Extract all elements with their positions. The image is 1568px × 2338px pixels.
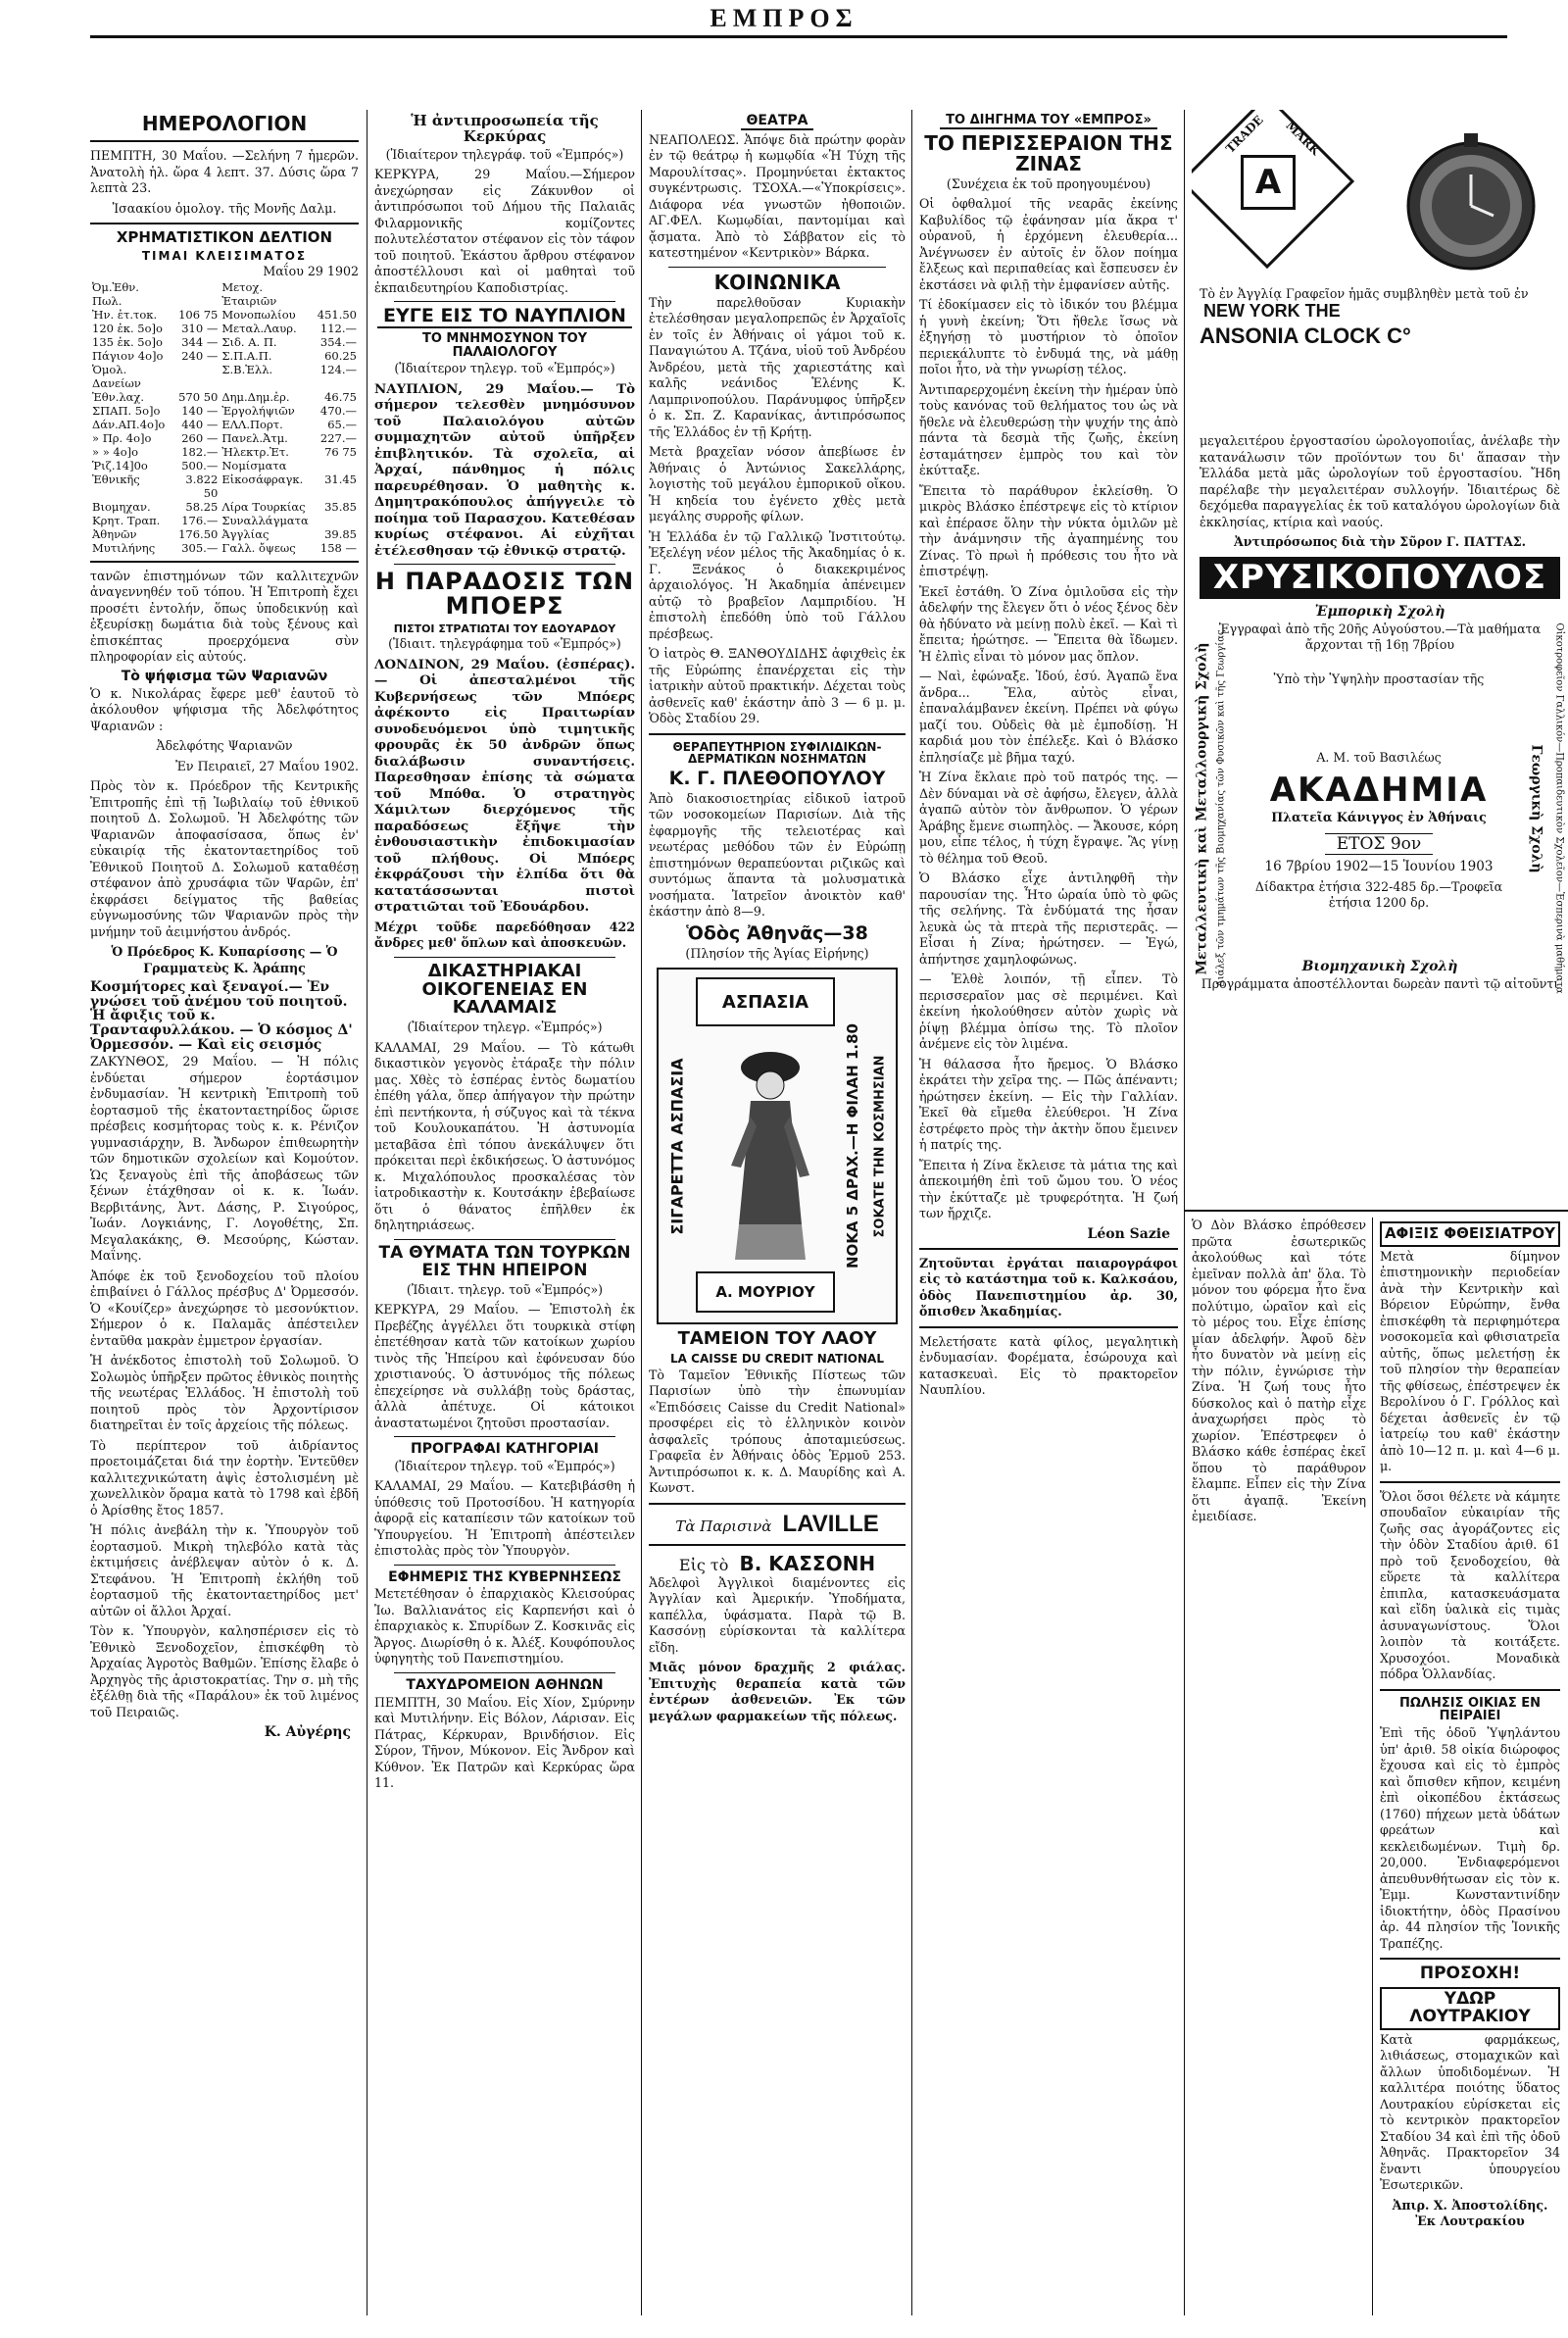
table-row — [90, 390, 359, 404]
column-5-lower-left — [1192, 1218, 1366, 2327]
bank-subheading: LA CAISSE DU CREDIT NATIONAL — [670, 1352, 884, 1367]
table-cell: 570 50 — [178, 389, 219, 404]
classified-advertisement: Ζητοῦνται ἐργάται παιαρογράφοι εἰς τὸ κατάστημα τοῦ κ. Καλκσάου, ὁδὸς Πανεπιστημίου ἀρ. 30, ὄπισθεν Ἀκαδημίας. — [919, 1255, 1178, 1319]
serial-author: Léon Sazie — [1087, 1225, 1170, 1242]
table-row — [90, 459, 359, 473]
table-cell: Ἐργολήψιῶν — [221, 403, 295, 418]
clinic-text: Ἀπὸ διακοσιοετηρίας εἰδικοῦ ἰατροῦ τῶν νοσοκομείων Παρισίων. Διὰ τῆς ἐφαρμογῆς τῆς τελειοτέρας καὶ νεωτέρας μεθόδου τῶν ἐν Εὐρώπῃ ἐπιστημόνων θεραπεύονται ριζικῶς καὶ συντόμως ἅπαντα τὰ μολυσματικὰ νοσήματα. Ἰατρεῖον ἀνοικτὸν καθ' ἑκάστην ἀπὸ 8—9. — [649, 790, 906, 920]
table-cell: Κρητ. Τραπ. — [92, 513, 161, 527]
academy-vertical-text: Οἰκοτροφεῖον Γαλλικόν—Προπαιδευτικὸν Σχολεῖον—Ἑσπερινὰ μαθήματα — [1553, 622, 1565, 995]
market-date: Μαΐου 29 1902 — [263, 264, 359, 279]
laville-brand: LAVILLE — [782, 1510, 879, 1537]
commercial-school-heading: Ἐμπορικὴ Σχολὴ — [1314, 604, 1446, 621]
academy-fees: Δίδακτρα ἐτήσια 322-485 δρ.—Τροφεῖα ἐτήσια 1200 δρ. — [1254, 878, 1503, 911]
table-cell: 158 — — [319, 540, 357, 555]
article-text: Ἀπόφε ἐκ τοῦ ξενοδοχείου τοῦ πλοίου ἐπιβαίνει ὁ Γάλλος πρέσβυς Δ' Ὀρμεσσόν. Ὁ «Κουίζερ» ἀνεχώρησε τὸ μεσονύκτιον. Σήμερον ὁ κ. Παλαμᾶς ἀπέστειλεν ἐνταῦθα μακρὰν ἐμμετρον ἐργασίαν. — [90, 1268, 359, 1348]
divider — [1184, 1210, 1568, 1212]
bank-heading: ΤΑΜΕΙΟΝ ΤΟΥ ΛΑΟΥ — [677, 1328, 877, 1350]
author-signature: Κ. Αὐγέρης — [264, 1724, 351, 1741]
divider — [1380, 1481, 1560, 1483]
table-cell: 58.25 — [185, 499, 219, 514]
table-cell: Λίρα Τουρκίας — [221, 499, 306, 514]
article-heading: ΔΙΚΑΣΤΗΡΙΑΚΑΙ ΟΙΚΟΓΕΝΕΙΑΣ ΕΝ ΚΑΛΑΜΑΙΣ — [421, 960, 588, 1019]
serial-text: Ἔπειτα ἡ Ζίνα ἔκλεισε τὰ μάτια της καὶ ἀπεκοιμήθη ἐπὶ τοῦ ὤμου του. Ὁ νέος τὴν ἐκύτταζε μὲ τρυφερότητα. Ἡ ζωή των ἤρχιζε. — [919, 1157, 1178, 1221]
divider — [649, 733, 906, 735]
divider — [668, 267, 886, 268]
table-cell: 112.— — [319, 321, 357, 335]
table-cell — [316, 514, 359, 527]
loutraki-water-text: Κατὰ φαρμάκεως, λιθιάσεως, στομαχικῶν καὶ ἄλλων ὑποδιδομένων. Ἡ καλλιτέρα ποιότης ὕδατος Λουτρακίου εὑρίσκεται εἰς τὸ κεντρικὸν πρακτορεῖον Σταδίου 34 καὶ ἐπὶ τῆς ὁδοῦ Ἀθηνᾶς. Πρακτορεῖον 34 ἔναντι ὑπουργείου Ἐσωτερικῶν. — [1380, 2031, 1560, 2193]
table-cell: 500.— — [181, 458, 219, 473]
article-heading: Η ΠΑΡΑΔΟΣΙΣ ΤΩΝ ΜΠΟΕΡΣ — [374, 568, 635, 621]
article-text: ΚΑΛΑΜΑΙ, 29 Μαΐου. — Κατεβιβάσθη ἡ ὑπόθεσις τοῦ Προτοσίδου. Ἡ κατηγορία ἀφορᾷ εἰς καταπίεσιν τῶν κατοίκων τοῦ Ὑπουργείου. Ἡ Ἐπιτροπὴ ἀπέστειλεν ἐπιστολὰς πρὸς τὸν Ὑπουργὸν. — [374, 1478, 635, 1559]
table-cell: 440 — — [181, 417, 219, 431]
house-sale-text: Ἐπὶ τῆς ὁδοῦ Ὑψηλάντου ὑπ' ἀριθ. 58 οἰκία διώροφος ἔχουσα καὶ εἰς τὸ ἐμπρὸς καὶ ὄπισθεν κῆπον, κειμένη ἐπὶ οἰκοπέδου ἐκτάσεως (1760) πήχεων μετὰ ὑδάτων φρεάτων καὶ κεκλειδωμένων. Τιμὴ δρ. 20,000. Ἐνδιαφερόμενοι ἀπευθυνθήτωσαν εἰς τὸν κ. Ἐμμ. Κωνσταντινίδην ἰδιοκτήτην, ὁδὸς Πρασίνου ἀρ. 44 πλησίον τῆς Ἰονικῆς Τραπέζης. — [1380, 1725, 1560, 1951]
academy-side-left-2 — [1213, 629, 1229, 987]
academy-square: Πλατεῖα Κάνιγγος ἐν Ἀθήναις — [1271, 809, 1487, 824]
article-heading: ΕΦΗΜΕΡΙΣ ΤΗΣ ΚΥΒΕΡΝΗΣΕΩΣ — [388, 1568, 621, 1585]
table-cell: Μεταλ.Λαυρ. — [221, 321, 297, 335]
table-header-cell — [172, 280, 220, 308]
table-cell: Συναλλάγματα — [221, 513, 309, 527]
column-rule — [1372, 1218, 1373, 2315]
ansonia-agent: Ἀντιπρόσωπος διὰ τὴν Σῦρον Γ. ΠΑΤΤΑΣ. — [1233, 534, 1527, 549]
divider — [919, 1248, 1178, 1250]
market-table — [90, 280, 359, 555]
market-heading: ΧΡΗΜΑΤΙΣΤΙΚΟΝ ΔΕΛΤΙΟΝ — [116, 228, 333, 246]
table-row — [90, 335, 359, 349]
industrial-school-text: Προγράμματα ἀποστέλλονται δωρεὰν παντὶ τῷ αἰτοῦντι — [1200, 975, 1559, 991]
article-text: Ἡ ἀνέκδοτος ἐπιστολὴ τοῦ Σολωμοῦ. Ὁ Σολωμὸς ὑπῆρξεν πρῶτος ἐθνικὸς ποιητὴς τῆς νεωτέρας Ἑλλάδος. Ἡ ἐπιστολὴ τοῦ ποιητοῦ πρὸς τὸν Ἀρχοντίρισον διατηρεῖται ἐν τοῖς ἀρχείοις τῆς πόλεως. — [90, 1353, 359, 1433]
table-cell: Πάγιον 4ο]ο — [92, 348, 164, 363]
table-cell: Σιδ. Α. Π. — [221, 334, 277, 349]
kassoni-advertisement — [649, 1552, 906, 1575]
table-cell: Ἐθν.λαχ. — [92, 389, 145, 404]
serial-heading — [919, 114, 1178, 129]
table-cell: 182.— — [181, 444, 219, 459]
article-heading: ΤΑ ΘΥΜΑΤΑ ΤΩΝ ΤΟΥΡΚΩΝ ΕΙΣ ΤΗΝ ΗΠΕΙΡΟΝ — [378, 1242, 631, 1280]
serial-text: Ἡ Ζίνα ἔκλαιε πρὸ τοῦ πατρός της. — Δὲν δύναμαι νὰ σὲ ἀφήσω, ἔλεγεν, ἀλλὰ ἀγαπῶ αὐτὸν τὸν ἄνθρωπον. Ὁ γέρων Ἀράβης ἔμενε σιωπηλὸς. — Ἄκουσε, κόρη μου, εἶπε τέλος, ἡ τύχη ἔγραψε. Ἂς γίνῃ τὸ θέλημα τοῦ Θεοῦ. — [919, 770, 1178, 866]
academy-king: Α. Μ. τοῦ Βασιλέως — [1316, 750, 1442, 766]
article-text: ΖΑΚΥΝΘΟΣ, 29 Μαΐου. — Ἡ πόλις ἐνδύεται σήμερον ἑορτάσιμον ἐνδυμασίαν. Ἡ κεντρικὴ Ἐπιτροπὴ τοῦ ἑορτασμοῦ τῆς ἑκατονταετηρίδος ὥρισε πρέσβεις κοσμήτορας τοὺς κ. κ. Ρένιζον γυμνασιάρχην, Β. Ἄνδωρον ἐπιθεωρητὴν τῶν δημοτικῶν σχολείων καὶ Κομούτον. Ὡς ξεναγοὺς ἐπὶ τῆς ἀποβάσεως τῶν ξένων ἐτάχθησαν οἱ κ. κ. Ἰωάν. Βερβιτάνης, Ἀντ. Δάσης, Ρ. Σιγούρος, Ἰωάν. Λογκιάνης, Γ. Λογοθέτης, Σπ. Μεγαλακάκης, Θ. Μεσούρης, Κώσταν. Μαΐνης. — [90, 1054, 359, 1264]
laville-advertisement — [649, 1511, 906, 1538]
table-cell: 39.85 — [324, 526, 357, 541]
serial-text: Ἐκεῖ ἐστάθη. Ὁ Ζίνα ὁμιλοῦσα εἰς τὴν ἀδελφήν της ἔλεγεν ὅτι ὁ νέος ξένος δὲν θὰ ἠδύνατο νὰ μείνῃ πολὺ ἐκεῖ. — Καὶ τὶ ἔπειτα; ἠρώτησε. — Ἔπειτα θὰ ἴδωμεν. Ἡ ἐλπὶς εἶναι τὸ μόνον μας ὅπλον. — [919, 583, 1178, 664]
clinic-heading: ΘΕΡΑΠΕΥΤΗΡΙΟΝ ΣΥΦΙΛΙΔΙΚΩΝ-ΔΕΡΜΑΤΙΚΩΝ ΝΟΣΗΜΑΤΩΝ — [672, 739, 882, 767]
house-sale-heading: ΠΩΛΗΣΙΣ ΟΙΚΙΑΣ ΕΝ ΠΕΙΡΑΙΕΙ — [1398, 1695, 1542, 1724]
academy-side-right — [1527, 662, 1546, 956]
article-subheading: ΠΙΣΤΟΙ ΣΤΡΑΤΙΩΤΑΙ ΤΟΥ ΕΔΟΥΑΡΔΟΥ — [393, 622, 616, 635]
divider — [394, 301, 615, 302]
column-rule — [911, 110, 912, 2315]
table-row — [90, 473, 359, 500]
serial-text: Οἱ ὀφθαλμοί τῆς νεαρᾶς ἐκείνης Καβυλίδος τῷ ἐφάνησαν μία ἄκρα τ' οὐρανοῦ, ἡ ἐρχόμενη ἐλευθερία... Ἀνέγνωσεν ἐν αὐτοῖς ἐν ὅλον ποίημα ἔλξεως καὶ περιπαθείας καὶ ἔσπευσεν ἐν ἐκστάσει νὰ φιλῇ τὴν ἐμφανίσεν αὐτῆς. — [919, 196, 1178, 292]
poster-side-right-2 — [868, 970, 892, 1322]
academy-center — [1235, 662, 1523, 916]
kassoni-prefix: Εἰς τὸ — [678, 1555, 729, 1574]
column-2 — [374, 110, 635, 2327]
article-text: Ὁ κ. Νικολάρας ἔφερε μεθ' ἑαυτοῦ τὸ ἀκόλουθον ψήφισμα τῆς Ἀδελφότητος Ψαριανῶν : — [90, 685, 359, 733]
phthisiatrist-heading: ΑΦΙΞΙΣ ΦΘΕΙΣΙΑΤΡΟΥ — [1380, 1221, 1560, 1247]
kassoni-brand: Β. ΚΑΣΣΟΝΗ — [739, 1551, 876, 1575]
divider — [394, 957, 615, 958]
laville-prefix: Τὰ Παρισινὰ — [675, 1517, 772, 1535]
serial-text: Ἔπειτα τὸ παράθυρον ἐκλείσθη. Ὁ μικρὸς Βλάσκο ἐπέστρεψε εἰς τὸ κτίριον καὶ ἐπέρασε ὅλην τὴν νύκτα ὁμιλῶν μὲ τὴν ἀνάμνησιν τῆς ἀγαπημένης του Ζίνας. Τὸ πρωὶ ἡ πρόθεσις του ἦτο νὰ ἐπιστρέψῃ. — [919, 482, 1178, 579]
clinic-address: Ὁδὸς Ἀθηνᾶς—38 — [686, 921, 868, 944]
column-1 — [90, 110, 359, 2327]
table-cell: 31.45 — [324, 472, 357, 486]
heading-text: ΘΕΑΤΡΑ — [741, 114, 814, 130]
divider — [649, 1544, 906, 1546]
article-heading: ΠΡΟΓΡΑΦΑΙ ΚΑΤΗΓΟΡΙΑΙ — [410, 1441, 599, 1457]
micro-advertisement: Μιᾶς μόνον δραχμῆς 2 φιάλας. Ἐπιτυχὴς θεραπεία κατὰ τῶν ἐντέρων ἀσθενειῶν. Ἐκ τῶν μεγάλων φαρμακείων τῆς πόλεως. — [649, 1660, 906, 1723]
source-line: (Ἰδιαίτερον τηλεγράφ. τοῦ «Ἐμπρός») — [385, 146, 624, 162]
table-cell: ΣΠΑΠ. 5ο]ο — [92, 403, 161, 418]
divider — [90, 140, 359, 142]
ansonia-body — [1192, 433, 1568, 654]
table-header-row — [90, 280, 359, 308]
market-subheading: ΤΙΜΑΙ ΚΛΕΙΣΙΜΑΤΟΣ — [141, 248, 308, 263]
ansonia-text: μεγαλειτέρου ἐργοστασίου ὡρολογοποιΐας, ἀνέλαβε τὴν κατανάλωσιν τῶν προϊόντων του δι' ἅπασαν τὴν Ἑλλάδα μετὰ μᾶς ὡρολογίων τοῦ ἐργοστασίου. Ἤδη παρέλαβε τὴν μεγαλειτέραν συλλογήν. Ἰδιαιτέρως δὲ δεχόμεθα παραγγελίας ἐκ τοῦ καταλόγου ὡρολογίων διὰ ἐκκλησίας, κτίρια καὶ ναούς. — [1200, 433, 1560, 529]
article-text: Τὸν κ. Ὑπουργὸν, καλησπέρισεν εἰς τὸ Ἐθνικὸ Ξενοδοχεῖον, ἐπισκέφθη τὸ Ἀρχαίας Ἀγροτὸς Βαθμῶν. Ἐπίσης ἔλαβε ὁ Ἀρχηγὸς τῆς ἀριστοκρατίας. Την σ. μὴ τῆς ἐξέλθῃ διὰ τῆς «Παράλου» ἐκ τοῦ λιμένος τοῦ Πειραιῶς. — [90, 1623, 359, 1719]
serial-title: ΤΟ ΠΕΡΙΣΣΕΡΑΙΟΝ ΤΗΣ ΖΙΝΑΣ — [924, 130, 1173, 175]
article-text: Ὁ ἰατρὸς Θ. ΞΑΝΘΟΥΔΙΔΗΣ ἀφιχθεὶς ἐκ τῆς Εὐρώπης ἐπανέρχεται εἰς τὴν ἰατρικὴν αὐτοῦ πρακτικήν. Δέχεται τοὺς ἀσθενεῖς καθ' ἑκάστην ἀπὸ 3 — 6 μ. μ. Ὁδὸς Σταδίου 29. — [649, 646, 906, 726]
table-row — [90, 322, 359, 335]
masthead — [0, 0, 1568, 108]
section-heading-koinonika: ΚΟΙΝΩΝΙΚΑ — [713, 270, 841, 294]
industrial-school-heading: Βιομηχανικὴ Σχολὴ — [1301, 958, 1458, 974]
table-cell: 140 — — [181, 403, 219, 418]
divider — [1380, 1958, 1560, 1960]
column-rule — [641, 110, 642, 2315]
table-row — [90, 349, 359, 363]
table-cell: 344 — — [181, 334, 219, 349]
table-cell: Δάν.ΑΠ.4ο]ο — [92, 417, 166, 431]
academy-side-left — [1192, 642, 1211, 975]
table-header-cell — [316, 280, 359, 308]
market-table-body — [90, 308, 359, 555]
column-rule — [1184, 110, 1185, 2315]
source-line: (Ἰδιαιτ. τηλεγρ. τοῦ «Ἐμπρός») — [406, 1281, 604, 1297]
heading-text: ΕΥΓΕ ΕΙΣ ΤΟ ΝΑΥΠΛΙΟΝ — [377, 307, 632, 328]
divider — [394, 1239, 615, 1240]
serial-text: Ὁ Δὸν Βλάσκο ἐπρόθεσεν πρῶτα ἐσωτερικῶς ἀκολούθως καὶ τότε ἐμεῖναν πολλὰ ἀπ' ὅλα. Τὸ μόνον του φόρεμα ἦτο ἕνα πολύτιμο, ὡραῖον καὶ εἰς τὸ μέρος του. Εἶχε ἐπίσης μίαν ἀδελφήν. Ἀφοῦ δὲν ἦτο δυνατὸν νὰ μείνῃ εἰς τὴν πόλιν, ἐγνώρισε τὴν Ζίνα. Ἡ ζωή τους ἦτο δύσκολος καὶ ὁ πατὴρ εἶχε ἀναχωρήσει πρὸς τὸ χωρίον. Ἐπέστρεφεν ὁ Βλάσκο κάθε ἑσπέρας ἐκεῖ ὅπου τὸ παράθυρον ἔλαμπε. Εἶπεν εἰς τὴν Ζίνα ὅτι ἀγαπᾷ. Ἐκείνη ἐμειδίασε. — [1192, 1218, 1366, 1523]
source-line: (Ἰδιαίτερον τηλεγρ. τοῦ «Ἐμπρός») — [394, 1458, 615, 1473]
commercial-school-text: Ἐγγραφαὶ ἀπὸ τῆς 20ῆς Αὐγούστου.—Τὰ μαθήματα ἄρχονται τῇ 16ῃ 7βρίου — [1218, 621, 1542, 653]
table-cell: Ἠν. ἐτ.τοκ. — [92, 307, 158, 322]
table-cell — [172, 363, 220, 390]
section-heading-hmerologion: ΗΜΕΡΟΛΟΓΙΟΝ — [141, 112, 308, 135]
academy-dates: 16 7βρίου 1902—15 Ἰουνίου 1903 — [1264, 859, 1494, 875]
kassoni-text: Ἀδελφοὶ Ἀγγλικοὶ διαμένοντες εἰς Ἀγγλίαν καὶ Ἀμερικήν. Ὑποδήματα, καπέλλα, ὑφάσματα. Παρὰ τῷ Β. Κασσόνῃ εὑρίσκονται τὰ καλλίτερα εἴδη. — [649, 1574, 906, 1655]
article-text: ΠΕΜΠΤΗ, 30 Μαΐου. Εἰς Χίον, Σμύρνην καὶ Μυτιλήνην. Εἰς Βόλον, Λάρισαν. Εἰς Πάτρας, Κέρκυραν, Βρινδήσιον. Εἰς Σύρον, Τῆνον, Μύκονον. Εἰς Ἄνδρον καὶ Κύθνον. Ἐκ Πατρῶν καὶ Κερκύρας ὥρα 11. — [374, 1694, 635, 1791]
table-cell: 60.25 — [324, 348, 357, 363]
article-text: Τὴν παρελθοῦσαν Κυριακὴν ἐτελέσθησαν μεγαλοπρεπῶς ἐν Ἀρχαῖοῖς ἐν τοῖς ἐν Ἀθήναις οἱ γάμοι τοῦ κ. Παναγιώτου Α. Τζάνα, υἱοῦ τοῦ Ἀνδρέου Ἀνδρέου, μετὰ τῆς χαριεστάτης καὶ καλῆς νεάνιδος Ἑλένης Κ. Λαμπρινοπούλου. Παράνυμφος ὑπῆρξεν ὁ κ. Σπ. Ζ. Καρανίκας, ἀντιπρόσωπος τῆς Ἑλλάδος ἐν τῇ Κρήτῃ. — [649, 294, 906, 439]
table-cell: Δημ.Δημ.ἑρ. — [221, 389, 290, 404]
table-cell: 240 — — [181, 348, 219, 363]
table-cell: 451.50 — [317, 307, 357, 322]
table-cell: Σ.Π.Α.Π. — [221, 348, 272, 363]
column-5-upper — [1192, 110, 1568, 1296]
table-row — [90, 308, 359, 322]
article-text: ΚΕΡΚΥΡΑ, 29 Μαΐου.—Σήμερον ἀνεχώρησαν εἰς Ζάκυνθον οἱ ἀντιπρόσωποι τοῦ Δήμου τῆς Παλαιᾶς Φιλαρμονικῆς κομίζοντες πολυτελέστατον στέφανον εἰς τὸν τάφον τοῦ ποιητοῦ. Ἑκάστου ἄρθρου στέφανον ἀποστέλλουσι καὶ οἱ μαθηταὶ τοῦ ἐκπαιδευτηρίου Καποδιστρίας. — [374, 167, 635, 295]
table-cell: Ἀγγλίας — [221, 526, 270, 541]
table-row — [90, 363, 359, 390]
divider — [649, 1503, 906, 1505]
ansonia-intro-text: Τὸ ἐν Ἀγγλίᾳ Γραφεῖον ἡμᾶς συμβληθὲν μετὰ τοῦ ἐν — [1200, 286, 1529, 301]
quote-date: Ἐν Πειραιεῖ, 27 Μαΐου 1902. — [175, 758, 359, 773]
divider — [919, 1326, 1178, 1328]
table-row — [90, 541, 359, 555]
divider — [1380, 1689, 1560, 1691]
table-cell: 65.— — [327, 417, 357, 431]
table-row — [90, 445, 359, 459]
loutraki-water-signature: Ἀπιρ. Χ. Ἀποστολίδης. Ἐκ Λουτρακίου — [1392, 2197, 1548, 2229]
table-cell: Ὁμολ. Δανείων — [92, 362, 141, 390]
article-heading — [374, 307, 635, 328]
article-heading: Κοσμήτορες καὶ ξεναγοί.— Ἐν γνώσει τοῦ ἀνέμου τοῦ ποιητοῦ. Ἡ ἄφιξις τοῦ κ. Τρανταφυλλάκου. — Ὁ κόσμος Δ' Ὀρμεσσόν. — Καὶ εἰς σεισμός — [90, 979, 353, 1053]
classified-advertisement: Μελετήσατε κατὰ φίλος, μεγαλητικὴ ἐνδυμασίαν. Φορέματα, ἐσώρουχα καὶ κατασκευαὶ. Εἰς τὸ πρακτορεῖον Ναυπλίου. — [919, 1333, 1178, 1398]
poster-brand: ΑΣΠΑΣΙΑ — [696, 977, 835, 1026]
divider — [394, 1565, 615, 1566]
poster-vertical-text: ΣΟΚΑΤΕ ΤΗΝ ΚΟΣΜΗΣΙΑΝ — [872, 1055, 888, 1238]
academy-vertical-text: Διάλεξ τῶν τμημάτων τῆς Βιομηχανίας τῶν Φυσικῶν καὶ τῆς Γεωργίας — [1215, 629, 1227, 987]
table-cell: Σ.Β.Ἑλλ. — [221, 362, 273, 376]
table-header-cell: Ὀμ.Ἐθν. Πωλ. — [92, 279, 139, 308]
table-row — [90, 404, 359, 418]
serial-text: Ἀντιπαρερχομένη ἐκείνη τὴν ἡμέραν ὑπὸ τοὺς κανόνας τοῦ θελήματος του ὡς νὰ ἤθελε νὰ ἐλευθερώσῃ τὴν ψυχήν της ἀπὸ πάντα τὰ δεσμὰ τῆς ζωῆς, ἐκείνη ἐσταμάτησεν ἐμπρὸς του καὶ τὸν ἐκύτταξε. — [919, 381, 1178, 478]
bank-text: Τὸ Ταμεῖον Ἐθνικῆς Πίστεως τῶν Παρισίων ὑπὸ τὴν ἐπωνυμίαν «Ἐπιδόσεις Caisse du Credit National» προσφέρει εἰς τὸ ἑλληνικὸν κοινὸν ἀσφαλεῖς τρόπους ἀποταμιεύσεως. Γραφεῖα ἐν Ἀθήναις ὁδὸς Ἑρμοῦ 253. Ἀντιπρόσωποι κ. κ. Δ. Μαυρίδης καὶ Α. Κωνστ. — [649, 1367, 906, 1496]
table-cell: 470.— — [319, 403, 357, 418]
poster-vertical-text: ΣΙΓΑΡΕΤΤΑ ΑΣΠΑΣΙΑ — [667, 1058, 687, 1235]
article-text: Μέχρι τοῦδε παρεδόθησαν 422 ἄνδρες μεθ' ὅπλων καὶ ἀποσκευῶν. — [374, 919, 635, 951]
cigarette-advertisement — [657, 968, 898, 1324]
table-cell: Μυτιλήνης — [92, 540, 156, 555]
table-cell: Ἐθνικῆς — [92, 472, 140, 486]
poster-figure-illustration — [711, 1028, 829, 1264]
furniture-advertisement: Ὅλοι ὅσοι θέλετε νὰ κάμητε σπουδαῖον εὐκαιρίαν τῆς ζωῆς σας ἀγοράζοντες εἰς τὴν ὁδὸν Σταδίου ἀριθ. 61 πρὸ τοῦ ξενοδοχείου, θὰ εὕρετε τὰ καλλίτερα ἐπιπλα, κατασκευάσματα καὶ εἴδη ὑαλικὰ εἰς τιμὰς ἀσυναγωνίστους. Ὅλοι λοιπὸν τὰ κοιτάξετε. Χρυσοχόοι. Μοναδικὰ πόδρα Ὁλλανδίας. — [1380, 1488, 1560, 1682]
heading-text: ΤΟ ΔΙΗΓΗΜΑ ΤΟΥ «ΕΜΠΡΟΣ» — [940, 114, 1157, 129]
divider — [90, 561, 359, 563]
saint-of-day: Ἰσαακίου ὁμολογ. τῆς Μονῆς Δαλμ. — [112, 200, 337, 216]
article-heading: Ἡ ἀντιπροσωπεία τῆς Κερκύρας — [411, 112, 599, 145]
article-text: ΛΟΝΔΙΝΟΝ, 29 Μαΐου. (ἐσπέρας). — Οἱ ἀπεσταλμένοι τῆς Κυβερνήσεως τῶν Μπόερς ἀφέκοντο εἰς Πραιτωρίαν συνοδευόμενοι ὑπὸ τιμητικῆς φρουρᾶς ἐκ 50 ἀνδρῶν ὅπως διαλάβωσιν συναντήσεις. Παρεσθησαν ἐπίσης τὰ σώματα τοῦ Μπόθα. Ὁ στρατηγὸς Χάμιλτων διερχόμενος τῆς παραδόσεως ἔξῆψε τὴν ἐνθουσιαστικὴν ἐπιδοκιμασίαν τοῦ πλήθους. Οἱ Μπόερς ἐκφράζουσι τὴν ἐλπίδα ὅτι θὰ κατατάσσωνται πιστοὶ στρατιῶται τοῦ Ἐδουάρδου. — [374, 656, 635, 916]
academy-patronage: Ὑπὸ τὴν Ὑψηλὴν προστασίαν τῆς — [1273, 671, 1485, 686]
table-cell: 310 — — [181, 321, 219, 335]
article-subheading: ΤΟ ΜΝΗΜΟΣΥΝΟΝ ΤΟΥ ΠΑΛΑΙΟΛΟΓΟΥ — [421, 330, 588, 360]
table-cell — [316, 459, 359, 473]
article-text: Τὸ περίπτερον τοῦ ἀιδρίαντος προετοιμάζεται διά την ἐορτὴν. Ἐντεῦθεν καλλιτεχνικώτατη ἀψὶς ἐστολισμένη μὲ χωνελλικὸν ὅραμα κατὰ τὸ 1798 καὶ ἐβδῆ ὁ Ἀρίσθης ἔτος 1857. — [90, 1437, 359, 1517]
table-cell: Πανελ.Ἀτμ. — [221, 430, 288, 445]
divider — [394, 1672, 615, 1673]
table-row — [90, 527, 359, 541]
article-text: ΝΑΥΠΛΙΟΝ, 29 Μαΐου.— Τὸ σήμερον τελεσθὲν μνημόσυνον τοῦ Παλαιολόγου αὐτῶν συμμαχητῶν αὐτοῦ ὑπῆρξεν ἐπιβλητικόν. Τὰ σχολεῖα, αἱ Ἀρχαί, πάνθημος ἡ πόλις παρευρέθησαν. Ὁ μαθητὴς κ. Δημητρακόπουλος ἀπήγγειλε τὸ ποίημα τοῦ Παρασχου. Κατεθέσαν κυρίως στέφανοι. Αἱ εὐχῆται ἐτέλεσθησαν τῷ ἐθνικῷ στρατῷ. — [374, 380, 635, 559]
table-row — [90, 514, 359, 527]
divider — [394, 564, 615, 565]
article-text: Πρὸς τὸν κ. Πρόεδρον τῆς Κεντρικῆς Ἐπιτροπῆς ἐπὶ τῇ Ἰωβιλαίῳ τοῦ ἐθνικοῦ ποιητοῦ Δ. Σολωμοῦ. Ἡ Ἀδελφότης τῶν Ψαριανῶν ἀποφασίσασα, ὅπως ἐν' εὐκαιρίᾳ τῆς ἑκατονταετηρίδος τοῦ Ἐθνικοῦ Ποιητοῦ Δ. Σολωμοῦ καταθέσῃ στέφανον ἀπὸ χρυσάφια τῶν Ψαρῶν, ἐπ' ἐκφράσει δείγματος τῆς βαθείας εὐγνωμοσύνης τῶν Ψαριανῶν πρὸς τὴν μνήμην τοῦ ἀειμνήστου ἀνδρός. — [90, 778, 359, 939]
table-cell: Ἠλεκτρ.Ἐτ. — [221, 444, 289, 459]
article-text: ΚΕΡΚΥΡΑ, 29 Μαΐου. — Ἐπιστολὴ ἐκ Πρεβέζης ἀγγέλλει ὅτι τουρκικὰ στίφη ἐπετέθησαν κατὰ τῶν κατοίκων χωρίου τινὸς τῆς Ἠπείρου καὶ ἐφόνευσαν δύο χριστιανούς. Ὁ ἀστυνόμος τῆς πόλεως ἐπεχείρησε νὰ συλλάβῃ τοὺς δράστας, ἀλλὰ ἀπέτυχε. Οἱ κάτοικοι ἀναστατωμένοι ζητοῦσι προστασίαν. — [374, 1302, 635, 1430]
article-text: Ἡ Ἑλλάδα ἐν τῷ Γαλλικῷ Ἰνστιτούτῳ. Ἐξελέγη νέον μέλος τῆς Ἀκαδημίας ὁ κ. Γ. Ξενάκος ὁ διακεκριμένος ἀρχαιολόγος. Ἡ Ἀκαδημία ἀπένειμεν αὐτῷ τὸ βραβεῖον Λαμπριδίου. Ἡ ἐπιστολὴ ἐπεδόθη ὑπὸ τοῦ Γάλλου πρέσβεως. — [649, 528, 906, 641]
ansonia-new-york: NEW YORK THE — [1203, 300, 1341, 321]
table-cell: 106 75 — [178, 307, 219, 322]
poster-maker: Α. ΜΟΥΡΙΟΥ — [696, 1271, 835, 1313]
table-cell: » Πρ. 4ο]ο — [92, 430, 152, 445]
serial-text: — Ἐλθὲ λοιπόν, τῇ εἶπεν. Τὸ περισσεραῖον μας σὲ περιμένει. Καὶ ἐκείνη ἠκολούθησεν αὐτὸν χωρὶς νὰ ῥίψῃ βλέμμα ὀπίσω της. Τὸ πλοῖον ἀνέμενε εἰς τὸν λιμένα. — [919, 971, 1178, 1052]
academy-title: ΑΚΑΔΗΜΙΑ — [1269, 770, 1489, 810]
academy-vertical-text: Μεταλλευτικὴ καὶ Μεταλλουργικὴ Σχολὴ — [1194, 642, 1210, 975]
table-cell: Βιομηχαν. — [92, 499, 151, 514]
table-row — [90, 431, 359, 445]
article-text: τανῶν ἐπιστημόνων τῶν καλλιτεχνῶν ἀναγεννηθέν τοῦ τόπου. Ἡ Ἐπιτροπὴ ἔχει προσέτι ἐντολήν, ὅπως ὑποδεικνύῃ καὶ ἐξευρίσκῃ δωμάτια διὰ τοὺς ξένους καὶ ἐπισκέπτας προερχόμενα σὺν πληροφορίαν εἰς αὐτούς. — [90, 568, 359, 665]
trademark-mark: MARK — [1283, 118, 1323, 159]
ansonia-advertisement — [1192, 110, 1568, 433]
column-rule — [367, 110, 368, 2315]
phthisiatrist-text: Μετὰ δίμηνον ἐπιστημονικὴν περιοδείαν ἀνὰ τὴν Κεντρικὴν καὶ Βόρειον Εὐρώπην, ἔνθα ἐπισκέφθη τὰ περιφημότερα νοσοκομεῖα καὶ φθισιατρεῖα αὐτῆς, ὅπως μελετήσῃ ἐκ τοῦ πλησίον τὴν θεραπείαν τῆς φθίσεως, ἐπέστρεψεν ἐκ Βερολίνου ὁ Γ. Γρόλλος καὶ δέχεται ἀσθενεῖς ἐν τῷ ἰατρείῳ του καθ' ἑκάστην ἀπὸ 10—12 π. μ. καὶ 4—6 μ. μ. — [1380, 1248, 1560, 1474]
table-cell: Ῥιζ.14]0ο — [92, 458, 148, 473]
table-cell: » » 4ο]ο — [92, 444, 139, 459]
serial-text: — Ναὶ, ἐφώναξε. Ἰδού, ἐσύ. Ἀγαπῶ ἕνα ἄνδρα... Ἔλα, αὐτὸς εἶναι, ἐπαναλάμβανεν ἐκείνη. Πρέπει νὰ φύγω μαζί του. Οὐδεὶς θὰ μὲ ἐμποδίσῃ. Ἡ καρδιά μου τὸν ἐπέλεξε. Καὶ ὁ Βλάσκο ἐπλησίαζε μὲ βῆμα ταχύ. — [919, 669, 1178, 765]
poster-vertical-text: ΝΟΚΑ 5 ΔΡΑΧ.—Η ΦΙΛΑΗ 1.80 — [844, 1023, 862, 1269]
column-3 — [649, 110, 906, 2327]
table-row — [90, 500, 359, 514]
table-cell: 120 ἐκ. 5ο]ο — [92, 321, 163, 335]
article-text: ΚΑΛΑΜΑΙ, 29 Μαΐου. — Τὸ κάτωθι δικαστικὸν γεγονὸς ἐτάραξε τὴν πόλιν μας. Χθὲς τὸ ἑσπέρας ἐντὸς δωματίου ἐπέθη γάλα, ὅπερ ἀπήγαγον τὴν πρώτην ἐπὶ πεντήκοντα, ἡ σύζυγος καὶ τὰ τέκνα τοῦ Κουλουκαπάτου. Ἡ ἀστυνομία μεταβᾶσα ἐπὶ τόπου ἀνεκάλυψεν ὅτι πρόκειται περὶ ἐκδικήσεως. Ὁ ἀστυνόμος κ. Μιχαλόπουλος προσκαλέσας τὸν ἰατροδικαστὴν κ. Κουτσάκην ἐβεβαίωσε ὅτι ὁ θάνατος ἐπῆλθεν ἐκ δηλητηριάσεως. — [374, 1039, 635, 1233]
academy-spacer — [1235, 691, 1523, 750]
article-heading: ΤΑΧΥΔΡΟΜΕΙΟΝ ΑΘΗΝΩΝ — [406, 1676, 604, 1693]
table-cell: 124.— — [319, 362, 357, 376]
table-cell: Γαλλ. ὄψεως — [221, 540, 296, 555]
source-line: (Ἰδιαιτ. τηλεγράφημα τοῦ «Ἐμπρός») — [388, 636, 621, 652]
table-cell: Μονοπωλίου — [221, 307, 296, 322]
table-cell: 76 75 — [324, 444, 357, 459]
newspaper-title: ΕΜΠΡΟΣ — [710, 4, 858, 32]
ansonia-brand: ANSONIA CLOCK C° — [1200, 323, 1411, 348]
trademark-letter: A — [1241, 155, 1296, 210]
table-cell: 354.— — [319, 334, 357, 349]
chrysikopoulos-banner: ΧΡΥΣΙΚΟΠΟΥΛΟΣ — [1200, 557, 1560, 600]
article-text: ΝΕΑΠΟΛΕΩΣ. Ἀπόψε διὰ πρώτην φορὰν ἐν τῷ θεάτρῳ ἡ κωμῳδία «Ἡ Τύχη τῆς Μαρουλίτσας». Προμηνύεται ἐκτακτος συγκέντρωσις. ΤΣΟΧΑ.—«Ὑποκρίσεις». Διάφορα νέα γνωστῶν ἠθοποιῶν. ΑΓ.ΦΕΛ. Κωμῳδίαι, παντομίμαι καὶ ᾄσματα. Ἀπὸ τὸ Σάββατον εἰς τὸ κατεστημένον «Κεντρικὸν» Βάρκα. — [649, 131, 906, 261]
table-header-cell: Μετοχ. Ἑταιριῶν — [221, 279, 277, 308]
serial-text: Ὁ Βλάσκο εἶχε ἀντιληφθῆ τὴν παρουσίαν της. Ἦτο ὡραία ὑπὸ τὸ φῶς τῆς σελήνης. Τὰ ἐνδύματά της ἦσαν λευκὰ ὡς τὰ πτερὰ τῆς περιστερᾶς. — Εἶσαι ἡ Ζίνα; ἠρώτησεν. — Ἐγώ, ἀπήντησε χαμηλοφώνως. — [919, 871, 1178, 967]
source-line: (Ἰδιαίτερον τηλεγρ. τοῦ «Ἐμπρός») — [394, 361, 615, 376]
table-cell: 35.85 — [324, 499, 357, 514]
attention-heading: ΠΡΟΣΟΧΗ! — [1419, 1964, 1521, 1984]
ansonia-intro — [1200, 286, 1562, 321]
masthead-rule — [90, 35, 1507, 38]
article-text: Μετὰ βραχεῖαν νόσον ἀπεβίωσε ἐν Ἀθήναις ὁ Ἀντώνιος Σακελλάρης, λογιστὴς τοῦ μεγάλου ἐμπορικοῦ οἴκου. Ἡ κηδεία του ἐγένετο χθὲς μετὰ μεγάλης συρροῆς φίλων. — [649, 444, 906, 524]
serial-text: Τί ἐδοκίμασεν εἰς τὸ ἰδικόν του βλέμμα ἡ γυνὴ ἐκείνη; Ὅτι ἤθελε ἴσως νὰ ἐξηγήσῃ τὸ μυστήριον τὸ ὁποῖον περιεκάλυπτε τὸ ἐνδυμά της, νὰ μάθῃ ποῖοι ἦτο, νὰ τὴν γνωρίσῃ τέλος. — [919, 297, 1178, 377]
industrial-school — [1192, 960, 1568, 992]
pocket-watch-icon — [1397, 129, 1544, 276]
table-row — [90, 418, 359, 431]
divider — [394, 1436, 615, 1437]
column-4 — [919, 110, 1178, 2327]
article-text: Ἡ πόλις ἀνεβάλη τὴν κ. Ὑπουργὸν τοῦ ἑορτασμοῦ. Μικρὴ τηλεβόλο κατὰ τὰς ἐκτιμήσεις ἀνέβλεψαν αὐτὸν ὁ κ. Δ. Στεφάνου. Ἡ Ἐπιτροπὴ ἐκλήθη τοῦ ἑορτασμοῦ τῆς ἑκατονταετηρίδος μετ' αὐτῶν οἱ ἄλλοι Ἀρχαί. — [90, 1522, 359, 1618]
table-cell: 176.50 — [178, 526, 219, 541]
source-line: (Ἰδιαίτερον τηλεγρ. «Ἐμπρός») — [407, 1020, 603, 1035]
poster-side-right — [839, 970, 866, 1322]
academy-side-right-2 — [1550, 622, 1568, 995]
serial-text: Ἡ θάλασσα ἦτο ἤρεμος. Ὁ Βλάσκο ἐκράτει τὴν χεῖρα της. — Πῶς ἀπέναντι; ἠρώτησεν ἐκείνη. — Εἰς τὴν Γαλλίαν. Ἐκεῖ θὰ εἴμεθα ἐλεύθεροι. Ἡ Ζίνα ἐστρέφετο πρὸς τὴν ἀκτὴν ὅπου ἔμεινεν ἡ πατρίς της. — [919, 1056, 1178, 1153]
section-heading-theatra — [649, 114, 906, 130]
table-cell: Νομίσματα — [221, 458, 287, 473]
table-cell: 227.— — [319, 430, 357, 445]
loutraki-water-heading: ΥΔΩΡ ΛΟΥΤΡΑΚΙΟΥ — [1380, 1987, 1560, 2030]
serial-continuation: (Συνέχεια ἐκ τοῦ προηγουμένου) — [946, 175, 1152, 191]
quote-head: Ἀδελφότης Ψαριανῶν — [156, 738, 293, 754]
column-5-lower-right — [1380, 1218, 1560, 2327]
academy-vertical-text: Γεωργικὴ Σχολὴ — [1529, 744, 1544, 873]
table-cell: 176.— — [181, 513, 219, 527]
clinic-doctor-name: Κ. Γ. ΠΛΕΘΟΠΟΥΛΟΥ — [668, 767, 886, 789]
trademark-trade: TRADE — [1223, 113, 1266, 156]
table-cell: 3.822 50 — [185, 472, 219, 500]
table-cell: 305.— — [181, 540, 219, 555]
table-cell: 46.75 — [324, 389, 357, 404]
clinic-address-note: (Πλησίον τῆς Ἁγίας Εἰρήνης) — [685, 945, 869, 961]
divider — [90, 223, 359, 224]
article-heading: Τὸ ψήφισμα τῶν Ψαριανῶν — [121, 668, 328, 684]
table-cell: ΕΛΛ.Πορτ. — [221, 417, 283, 431]
poster-side-left — [664, 970, 690, 1322]
academy-year: ΕΤΟΣ 9ον — [1325, 833, 1434, 855]
signatures: Ὁ Πρόεδρος Κ. Κυπαρίσσης — Ὁ Γραμματεὺς Κ. Ἀράπης — [111, 944, 338, 975]
article-text: Μετετέθησαν ὁ ἐπαρχιακὸς Κλεισούρας Ἰω. Βαλλιανάτος εἰς Καρπενήσι καὶ ὁ ἐπαρχιακὸς κ. Σπυρίδων Ζ. Κοσκινᾶς εἰς Ἄργος. Διωρίσθη ὁ κ. Ἀλέξ. Κουφόπουλος ὑφηγητὴς τοῦ Πανεπιστημίου. — [374, 1586, 635, 1666]
table-cell: 135 ἐκ. 5ο]ο — [92, 334, 163, 349]
table-cell: Ἀθηνῶν — [92, 526, 137, 541]
table-cell: 260 — — [181, 430, 219, 445]
date-line: ΠΕΜΠΤΗ, 30 Μαΐου. —Σελήνη 7 ἡμερῶν. Ἀνατολὴ ἡλ. ὥρα 4 λεπτ. 37. Δύσις ὥρα 7 λεπτὰ 23. — [90, 148, 359, 195]
table-cell: Εἰκοσάφραγκ. — [221, 472, 304, 486]
